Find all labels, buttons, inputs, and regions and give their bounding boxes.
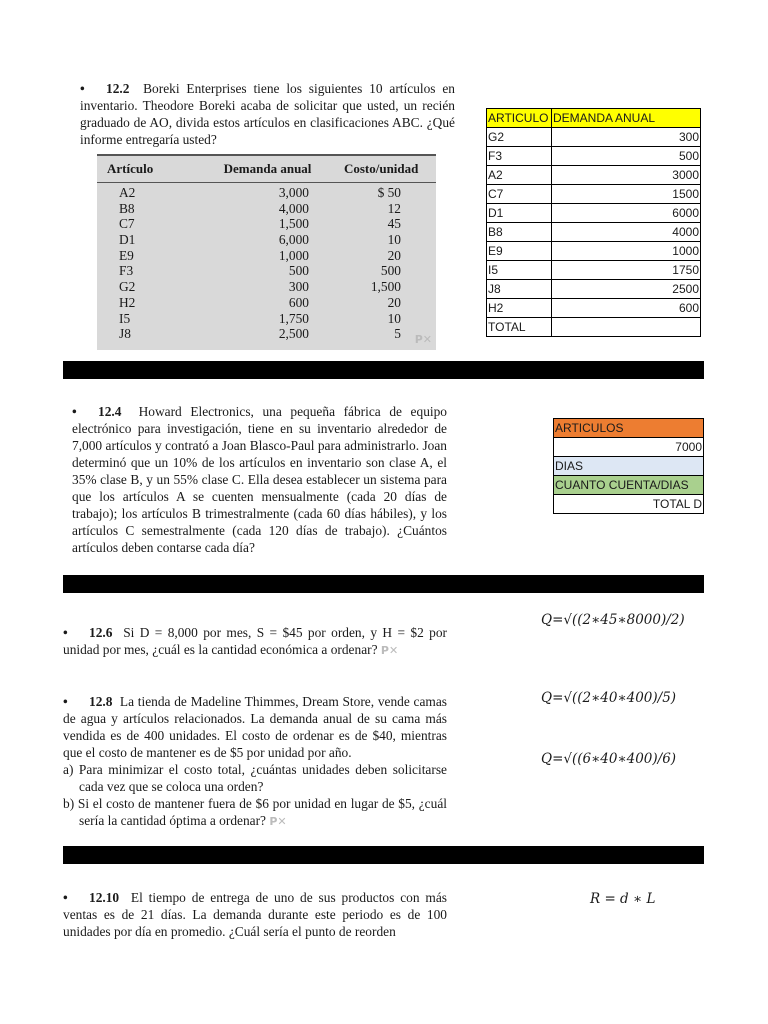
problem-number: 12.4 [98,404,122,419]
problem-12-10-clip [63,889,447,943]
sheet1-cell-articulo[interactable]: E9 [487,242,552,261]
sheet1-table [486,108,701,337]
bullet: • [63,625,68,640]
book-cell-demanda: 3,000 [278,185,309,200]
book-cell-articulo: J8 [119,326,131,342]
header-articulo: Artículo [107,161,154,176]
formula-12-8b: Q=√((6∗40∗400)/6) [541,751,677,767]
book-table-header [97,154,436,183]
sheet1-cell-demanda[interactable]: 500 [552,147,701,166]
book-cell-articulo: A2 [119,185,136,200]
header-demanda: Demanda anual [223,161,312,176]
sheet1-cell-demanda[interactable]: 1000 [552,242,701,261]
section-divider [63,575,704,593]
problem-part-b: b) Si el costo de mantener fuera de $6 por unidad en lugar de $5, ¿cuál sería la cantidad óptima a ordenar? P✕ [63,796,447,828]
problem-number: 12.2 [106,81,130,96]
header-costo: Costo/unidad [343,161,419,176]
sheet1-row [487,280,701,299]
book-cell-articulo: E9 [119,247,134,263]
sheet1-cell-articulo[interactable]: J8 [487,280,552,299]
book-cell-demanda: 4,000 [278,200,309,216]
book-cell-costo: 12 [387,200,401,216]
sheet2-table [553,418,704,514]
book-table-row [97,232,436,248]
formula-12-6: Q=√((2∗45∗8000)/2) [541,612,685,628]
formula-12-8a: Q=√((2∗40∗400)/5) [541,690,677,706]
sheet1-cell-demanda[interactable]: 600 [552,299,701,318]
book-cell-demanda: 500 [288,263,309,279]
sheet1-row [487,242,701,261]
pdx-icon: P✕ [380,644,399,657]
sheet1-row [487,128,701,147]
book-cell-articulo: D1 [119,232,136,248]
book-cell-demanda: 1,750 [278,310,309,326]
problem-text: Boreki Enterprises tiene los siguientes 10 artículos en inventario. Theodore Boreki acaba de solicitar que usted, un recién graduado de AO, divida estos artículos en clasificaciones ABC. ¿Qué informe entregaría usted? [80,81,455,147]
book-table-row [97,201,436,217]
formula-12-10: R = d ∗ L [590,891,656,907]
book-table-row [97,311,436,327]
problem-number: 12.10 [89,890,120,905]
book-table-row [97,279,436,295]
sheet-articulo-demanda [486,108,701,337]
book-cell-costo: 1,500 [370,279,401,295]
book-table-row [97,216,436,232]
sheet1-header-row [487,109,701,128]
book-cell-demanda: 2,500 [278,326,309,342]
problem-part-a: a) Para minimizar el costo total, ¿cuántas unidades deben solicitarse cada vez que se coloca una orden? [63,762,447,794]
book-cell-costo: 500 [380,263,401,279]
book-cell-articulo: B8 [119,200,135,216]
sheet1-body [487,128,701,318]
pdx-icon: P✕ [414,333,432,346]
sheet1-row [487,185,701,204]
book-cell-demanda: 600 [288,294,309,310]
sheet1-row [487,204,701,223]
book-cell-costo: 5 [394,326,401,342]
sheet1-cell-demanda[interactable]: 4000 [552,223,701,242]
sheet1-total-value[interactable] [552,318,701,337]
problem-12-10 [63,889,447,940]
sheet1-cell-demanda[interactable]: 6000 [552,204,701,223]
book-cell-demanda: 1,000 [278,247,309,263]
sheet1-total-row [487,318,701,337]
book-cell-demanda: 1,500 [278,216,309,232]
book-table-row [97,185,436,201]
book-table-body [97,183,436,342]
book-inventory-table [97,154,436,350]
book-cell-costo: 20 [387,294,401,310]
sheet1-row [487,166,701,185]
bullet: • [72,404,77,419]
sheet1-cell-articulo[interactable]: H2 [487,299,552,318]
book-cell-demanda: 6,000 [278,232,309,248]
book-cell-demanda: 300 [288,279,309,295]
sheet1-header-demanda[interactable]: DEMANDA ANUAL [552,109,701,128]
problem-text: La tienda de Madeline Thimmes, Dream Store, vende camas de agua y artículos relacionados. La demanda anual de su cama más vendida es de 400 unidades. El costo de ordenar es de $40, mientras que el costo de mantener es de $5 por unidad por año. [63,694,447,760]
problem-12-2 [80,80,455,148]
bullet: • [63,694,68,709]
book-cell-costo: 10 [387,232,401,248]
bullet: • [63,890,68,905]
sheet2-dias-label[interactable]: DIAS [554,457,704,476]
pdx-icon: P✕ [269,815,287,828]
sheet1-cell-articulo[interactable]: I5 [487,261,552,280]
book-cell-articulo: I5 [119,310,131,326]
sheet1-row [487,223,701,242]
book-cell-articulo: C7 [119,216,135,232]
sheet1-cell-articulo[interactable]: F3 [487,147,552,166]
problem-number: 12.8 [89,694,113,709]
sheet2-articulos-value[interactable]: 7000 [554,438,704,457]
sheet1-cell-articulo[interactable]: A2 [487,166,552,185]
problem-number: 12.6 [89,625,113,640]
sheet1-cell-demanda[interactable]: 3000 [552,166,701,185]
problem-text: El tiempo de entrega de uno de sus productos con más ventas es de 21 días. La demanda durante este periodo es de 100 unidades por día en promedio. ¿Cuál sería el punto de reorden [63,890,447,939]
problem-text: Howard Electronics, una pequeña fábrica de equipo electrónico para investigación, tiene en su inventario alrededor de 7,000 artículos y contrató a Joan Blasco-Paul para administrarlo. Joan determinó que un 10% de los artículos en inventario son clase A, el 35% clase B, y un 55% clase C. Ella desea establecer un sistema para que los artículos A se cuenten mensualmente (cada 20 días de trabajo); los artículos B trimestralmente (cada 60 días hábiles), y los artículos C semestralmente (cada 120 días de trabajo). ¿Cuántos artículos deben contarse cada día? [72,404,447,555]
book-table-row [97,248,436,264]
sheet1-total-label[interactable]: TOTAL [487,318,552,337]
book-cell-articulo: H2 [119,294,136,310]
book-cell-costo: 10 [387,310,401,326]
section-divider [63,846,704,864]
book-table-row [97,263,436,279]
book-cell-costo: 20 [387,247,401,263]
book-cell-costo: 45 [387,216,401,232]
problem-12-6 [63,624,447,659]
bullet: • [80,81,85,96]
book-cell-articulo: G2 [119,279,136,295]
sheet1-row [487,147,701,166]
sheet2-cuenta-label[interactable]: CUANTO CUENTA/DIAS [554,476,704,495]
sheet1-cell-articulo[interactable]: G2 [487,128,552,147]
sheet2-articulos-label[interactable]: ARTICULOS [554,419,704,438]
sheet1-cell-demanda[interactable]: 2500 [552,280,701,299]
book-table-row [97,295,436,311]
problem-text: Si D = 8,000 por mes, S = $45 por orden, y H = $2 por unidad por mes, ¿cuál es la cantidad económica a ordenar? [63,625,447,657]
sheet1-row [487,299,701,318]
book-cell-articulo: F3 [119,263,134,279]
sheet1-cell-demanda[interactable]: 1500 [552,185,701,204]
sheet1-row [487,261,701,280]
sheet1-cell-articulo[interactable]: C7 [487,185,552,204]
book-cell-costo: $ 50 [377,185,401,200]
section-divider [63,361,704,379]
sheet1-header-articulo[interactable]: ARTICULO [487,109,552,128]
sheet-articulos-dias [553,418,704,514]
sheet1-cell-articulo[interactable]: B8 [487,223,552,242]
sheet1-cell-articulo[interactable]: D1 [487,204,552,223]
problem-12-4 [72,403,447,556]
sheet1-cell-demanda[interactable]: 300 [552,128,701,147]
sheet1-cell-demanda[interactable]: 1750 [552,261,701,280]
sheet2-total-label[interactable]: TOTAL D [554,495,704,514]
book-table-row [97,326,436,342]
problem-12-8 [63,693,447,830]
